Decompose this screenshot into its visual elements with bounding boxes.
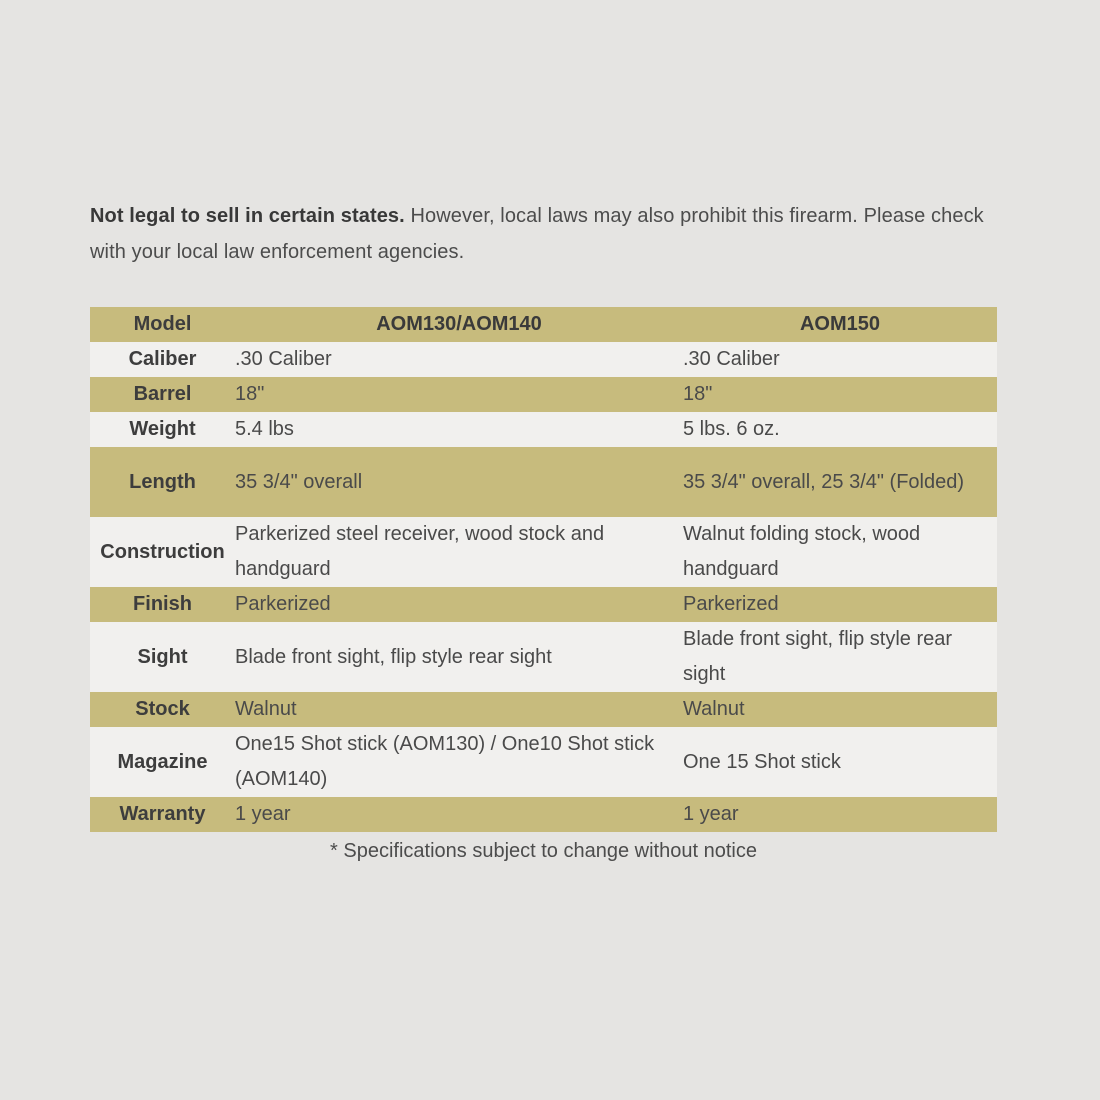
spec-label-text: Construction bbox=[100, 540, 225, 563]
spec-value-aom130-140 bbox=[235, 447, 683, 517]
header-cell-model bbox=[90, 307, 235, 342]
spec-label-text: Finish bbox=[133, 593, 192, 615]
spec-row-warranty bbox=[90, 797, 997, 832]
spec-value-aom150 bbox=[683, 692, 997, 727]
spec-label-text: Magazine bbox=[117, 750, 208, 773]
spec-label bbox=[90, 342, 235, 377]
header-cell-aom130-140 bbox=[235, 307, 683, 342]
legal-notice-regular: However, local laws may also prohibit this firearm. Please check with your local law enforcement agencies. bbox=[90, 205, 984, 263]
spec-value-aom130-140 bbox=[235, 377, 683, 412]
spec-value-text: 1 year bbox=[235, 803, 291, 825]
spec-label bbox=[90, 727, 235, 797]
spec-label-text: Warranty bbox=[119, 803, 206, 825]
spec-value-text: One15 Shot stick (AOM130) / One10 Shot stick (AOM140) bbox=[235, 733, 655, 790]
spec-value-aom150 bbox=[683, 377, 997, 412]
spec-value-text: Walnut bbox=[235, 698, 297, 720]
spec-row-finish bbox=[90, 587, 997, 622]
header-aom150-label: AOM150 bbox=[799, 313, 881, 335]
spec-label bbox=[90, 622, 235, 692]
spec-row-caliber bbox=[90, 342, 997, 377]
spec-value-text: 5 lbs. 6 oz. bbox=[683, 418, 780, 440]
spec-value-text: 5.4 lbs bbox=[235, 418, 294, 440]
spec-row-stock bbox=[90, 692, 997, 727]
spec-table bbox=[90, 307, 997, 832]
spec-value-aom150 bbox=[683, 797, 997, 832]
spec-label-text: Weight bbox=[129, 418, 196, 440]
spec-label bbox=[90, 797, 235, 832]
header-aom130-140-label: AOM130/AOM140 bbox=[376, 313, 542, 335]
spec-label-text: Caliber bbox=[128, 348, 197, 370]
spec-row-construction bbox=[90, 517, 997, 587]
spec-label-text: Length bbox=[129, 470, 196, 493]
spec-value-text: Parkerized bbox=[235, 593, 331, 615]
spec-footnote: * Specifications subject to change without notice bbox=[330, 840, 757, 862]
spec-value-aom150 bbox=[683, 727, 997, 797]
spec-value-text: 18" bbox=[683, 383, 713, 405]
spec-value-aom130-140 bbox=[235, 727, 683, 797]
spec-value-text: 35 3/4" overall, 25 3/4" (Folded) bbox=[683, 470, 965, 493]
spec-value-aom150 bbox=[683, 342, 997, 377]
spec-value-aom130-140 bbox=[235, 797, 683, 832]
spec-value-text: .30 Caliber bbox=[235, 348, 332, 370]
spec-value-aom130-140 bbox=[235, 622, 683, 692]
spec-label bbox=[90, 377, 235, 412]
spec-label-text: Sight bbox=[137, 645, 188, 668]
spec-value-aom130-140 bbox=[235, 692, 683, 727]
spec-value-aom130-140 bbox=[235, 517, 683, 587]
spec-value-text: Blade front sight, flip style rear sight bbox=[683, 628, 953, 685]
spec-value-text: Walnut folding stock, wood handguard bbox=[683, 523, 921, 580]
spec-value-text: Blade front sight, flip style rear sight bbox=[235, 645, 552, 668]
spec-value-text: Parkerized bbox=[683, 593, 779, 615]
spec-label bbox=[90, 587, 235, 622]
spec-value-text: 18" bbox=[235, 383, 265, 405]
spec-row-barrel bbox=[90, 377, 997, 412]
spec-label bbox=[90, 412, 235, 447]
spec-value-aom150 bbox=[683, 622, 997, 692]
spec-row-sight bbox=[90, 622, 997, 692]
spec-row-weight bbox=[90, 412, 997, 447]
header-cell-aom150 bbox=[683, 307, 997, 342]
spec-value-text: Parkerized steel receiver, wood stock and handguard bbox=[235, 523, 605, 580]
spec-value-aom130-140 bbox=[235, 587, 683, 622]
spec-label bbox=[90, 447, 235, 517]
table-header-row bbox=[90, 307, 997, 342]
spec-label bbox=[90, 517, 235, 587]
spec-value-text: 35 3/4" overall bbox=[235, 470, 363, 493]
spec-label bbox=[90, 692, 235, 727]
page-content bbox=[90, 198, 1020, 866]
spec-label-text: Barrel bbox=[133, 383, 192, 405]
spec-value-text: 1 year bbox=[683, 803, 739, 825]
legal-notice-bold: Not legal to sell in certain states. bbox=[90, 205, 405, 227]
header-model-label: Model bbox=[133, 313, 192, 335]
spec-row-magazine bbox=[90, 727, 997, 797]
legal-notice bbox=[90, 198, 1020, 270]
spec-value-aom150 bbox=[683, 447, 997, 517]
spec-label-text: Stock bbox=[135, 698, 190, 720]
spec-value-aom150 bbox=[683, 587, 997, 622]
spec-value-text: Walnut bbox=[683, 698, 745, 720]
spec-value-aom130-140 bbox=[235, 342, 683, 377]
spec-row-length bbox=[90, 447, 997, 517]
spec-value-aom150 bbox=[683, 412, 997, 447]
spec-value-text: .30 Caliber bbox=[683, 348, 780, 370]
spec-value-aom130-140 bbox=[235, 412, 683, 447]
spec-value-aom150 bbox=[683, 517, 997, 587]
spec-value-text: One 15 Shot stick bbox=[683, 750, 841, 773]
